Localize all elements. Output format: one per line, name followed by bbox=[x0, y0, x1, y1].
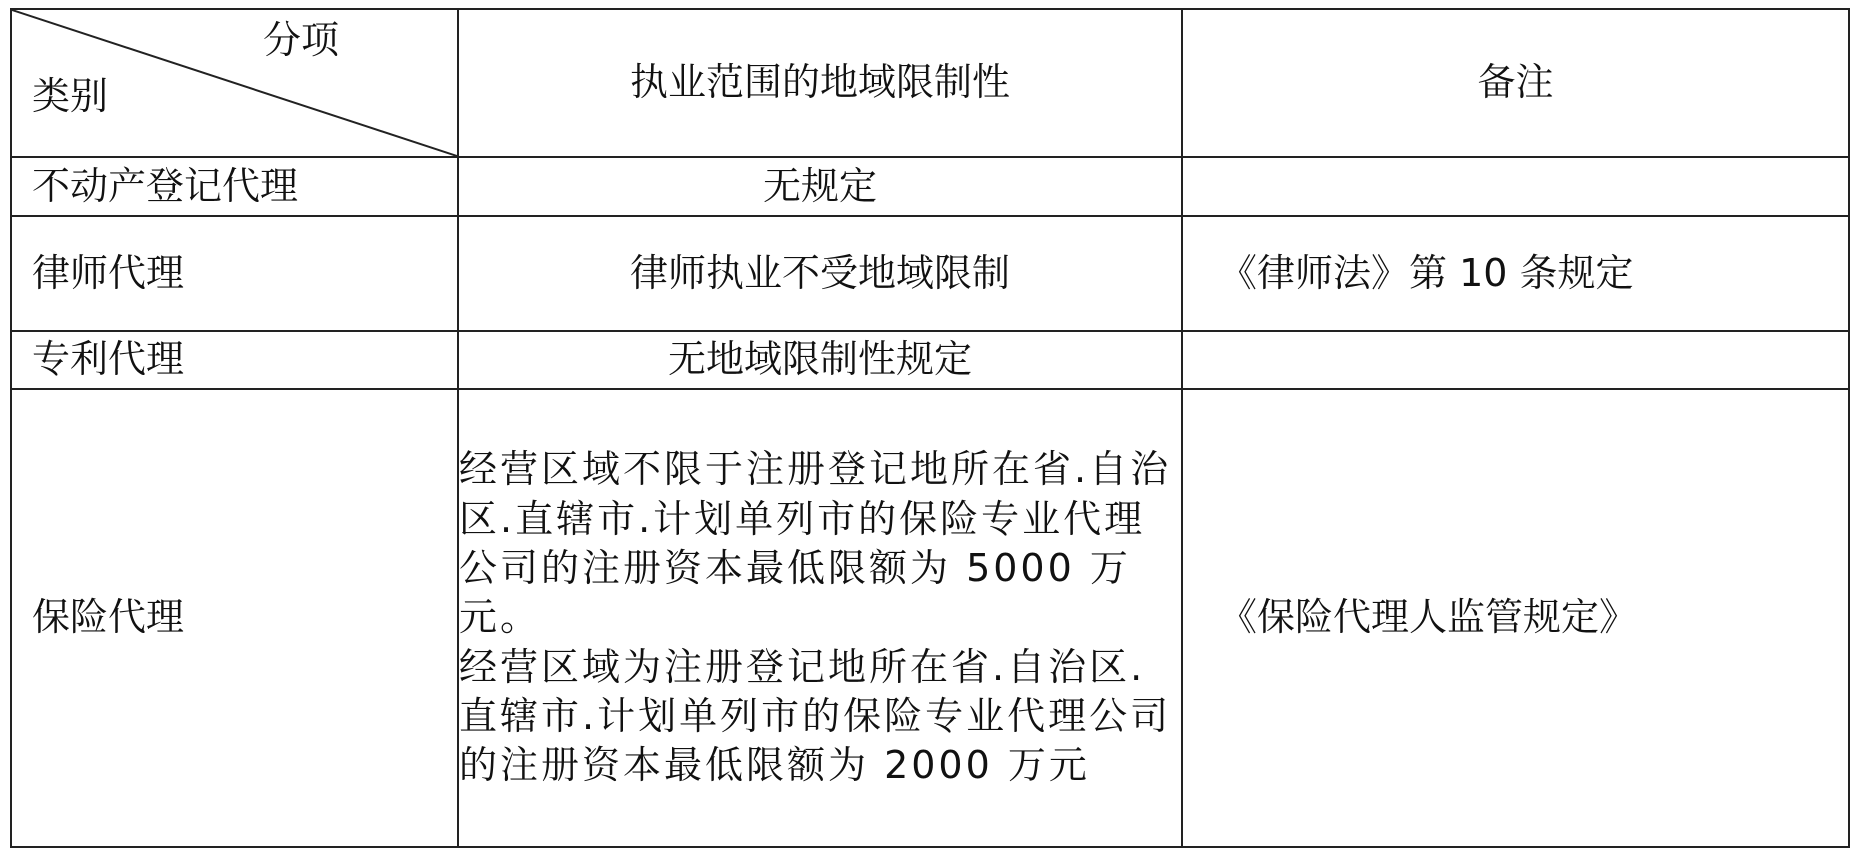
header-column-label: 分项 bbox=[262, 18, 339, 62]
category-cell: 不动产登记代理 bbox=[11, 157, 458, 216]
table-row bbox=[11, 331, 1849, 389]
scope-cell: 无规定 bbox=[458, 157, 1182, 216]
category-cell: 专利代理 bbox=[11, 331, 458, 389]
note-cell: 《律师法》第 10 条规定 bbox=[1182, 216, 1849, 331]
note-cell: 《保险代理人监管规定》 bbox=[1182, 389, 1849, 847]
category-cell: 律师代理 bbox=[11, 216, 458, 331]
scope-cell bbox=[458, 389, 1182, 847]
header-row bbox=[11, 9, 1849, 157]
header-note: 备注 bbox=[1182, 9, 1849, 157]
note-cell bbox=[1182, 157, 1849, 216]
header-scope: 执业范围的地域限制性 bbox=[458, 9, 1182, 157]
category-cell: 保险代理 bbox=[11, 389, 458, 847]
scope-paragraph: 经营区域不限于注册登记地所在省.自治区.直辖市.计划单列市的保险专业代理公司的注册资本最低限额为 5000 万元。 bbox=[459, 447, 1172, 640]
scope-cell: 律师执业不受地域限制 bbox=[458, 216, 1182, 331]
table-row bbox=[11, 389, 1849, 847]
scope-cell: 无地域限制性规定 bbox=[458, 331, 1182, 389]
header-row-label: 类别 bbox=[32, 74, 109, 118]
agency-comparison-table bbox=[10, 8, 1850, 848]
table-row bbox=[11, 216, 1849, 331]
diagonal-header-cell bbox=[11, 9, 458, 157]
note-cell bbox=[1182, 331, 1849, 389]
table-row bbox=[11, 157, 1849, 216]
scope-paragraph: 经营区域为注册登记地所在省.自治区.直辖市.计划单列市的保险专业代理公司的注册资本最低限额为 2000 万元 bbox=[459, 644, 1172, 788]
